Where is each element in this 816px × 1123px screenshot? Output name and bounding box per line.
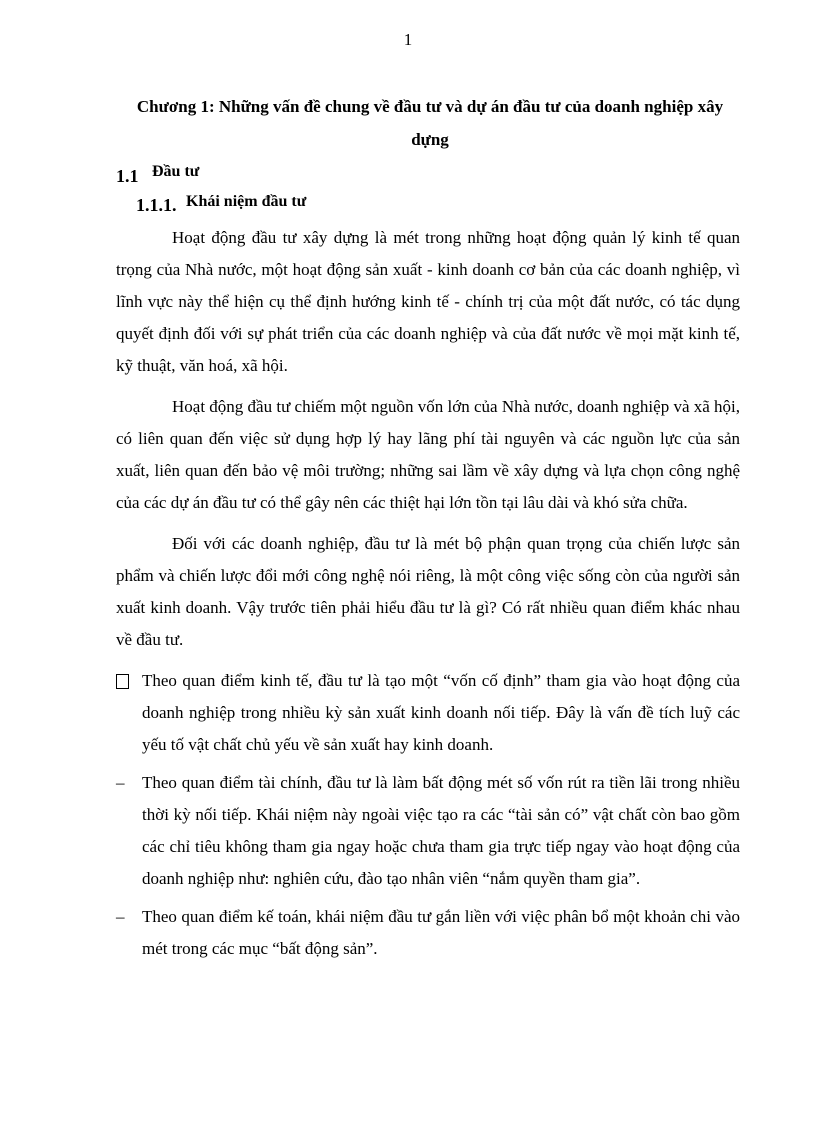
document-body bbox=[116, 222, 740, 971]
list-item-text: Theo quan điểm kinh tế, đầu tư là tạo một “vốn cố định” tham gia vào hoạt động của doanh nghiệp trong nhiều kỳ sản xuất kinh doanh nối tiếp. Đây là vấn đề tích luỹ các yếu tố vật chất chủ yếu về sản xuất hay kinh doanh. bbox=[142, 671, 740, 754]
section-title: Đầu tư bbox=[152, 163, 200, 180]
subsection-title: Khái niệm đầu tư bbox=[186, 193, 307, 210]
chapter-title: Chương 1: Những vấn đề chung về đầu tư và dự án đầu tư của doanh nghiệp xây dựng bbox=[136, 97, 724, 149]
subsection-number: 1.1.1. bbox=[136, 195, 177, 215]
list-item-text: Theo quan điểm kế toán, khái niệm đầu tư gắn liền với việc phân bổ một khoản chi vào mét trong các mục “bất động sản”. bbox=[142, 907, 740, 958]
list-item bbox=[116, 901, 740, 965]
list-item bbox=[116, 767, 740, 895]
dash-bullet: – bbox=[116, 907, 125, 926]
list-item-text: Theo quan điểm tài chính, đầu tư là làm bất động mét số vốn rút ra tiền lãi trong nhiều thời kỳ nối tiếp. Khái niệm này ngoài việc tạo ra các “tài sản có” vật chất còn bao gồm các chỉ tiêu không tham gia ngay hoặc chưa tham gia trực tiếp ngay vào hoạt động của doanh nghiệp như: nghiên cứu, đào tạo nhân viên “nắm quyền tham gia”. bbox=[142, 773, 740, 888]
paragraph-3: Đối với các doanh nghiệp, đầu tư là mét bộ phận quan trọng của chiến lược sản phẩm và chiến lược đổi mới công nghệ nói riêng, là một công việc sống còn của người sản xuất kinh doanh. Vậy trước tiên phải hiểu đầu tư là gì? Có rất nhiều quan điểm khác nhau về đầu tư. bbox=[116, 534, 740, 649]
page-number: 1 bbox=[403, 30, 413, 49]
paragraph-1: Hoạt động đầu tư xây dựng là mét trong những hoạt động quản lý kinh tế quan trọng của Nhà nước, một hoạt động sản xuất - kinh doanh cơ bản của các doanh nghiệp, vì lĩnh vực này thể hiện cụ thể định hướng kinh tế - chính trị của một đất nước, có tác dụng quyết định đối với sự phát triển của các doanh nghiệp và của đất nước về mọi mặt kinh tế, kỹ thuật, văn hoá, xã hội. bbox=[116, 228, 740, 375]
section-heading bbox=[116, 160, 200, 186]
box-bullet-icon bbox=[116, 665, 136, 697]
section-number: 1.1 bbox=[116, 166, 139, 186]
dash-bullet: – bbox=[116, 773, 125, 792]
list-item bbox=[116, 665, 740, 761]
paragraph-2: Hoạt động đầu tư chiếm một nguồn vốn lớn của Nhà nước, doanh nghiệp và xã hội, có liên quan đến việc sử dụng hợp lý hay lãng phí tài nguyên và các nguồn lực của sản xuất, liên quan đến bảo vệ môi trường; những sai lầm về xây dựng và lựa chọn công nghệ của các dự án đầu tư có thể gây nên các thiệt hại lớn tồn tại lâu dài và khó sửa chữa. bbox=[116, 397, 741, 512]
subsection-heading bbox=[136, 190, 307, 215]
